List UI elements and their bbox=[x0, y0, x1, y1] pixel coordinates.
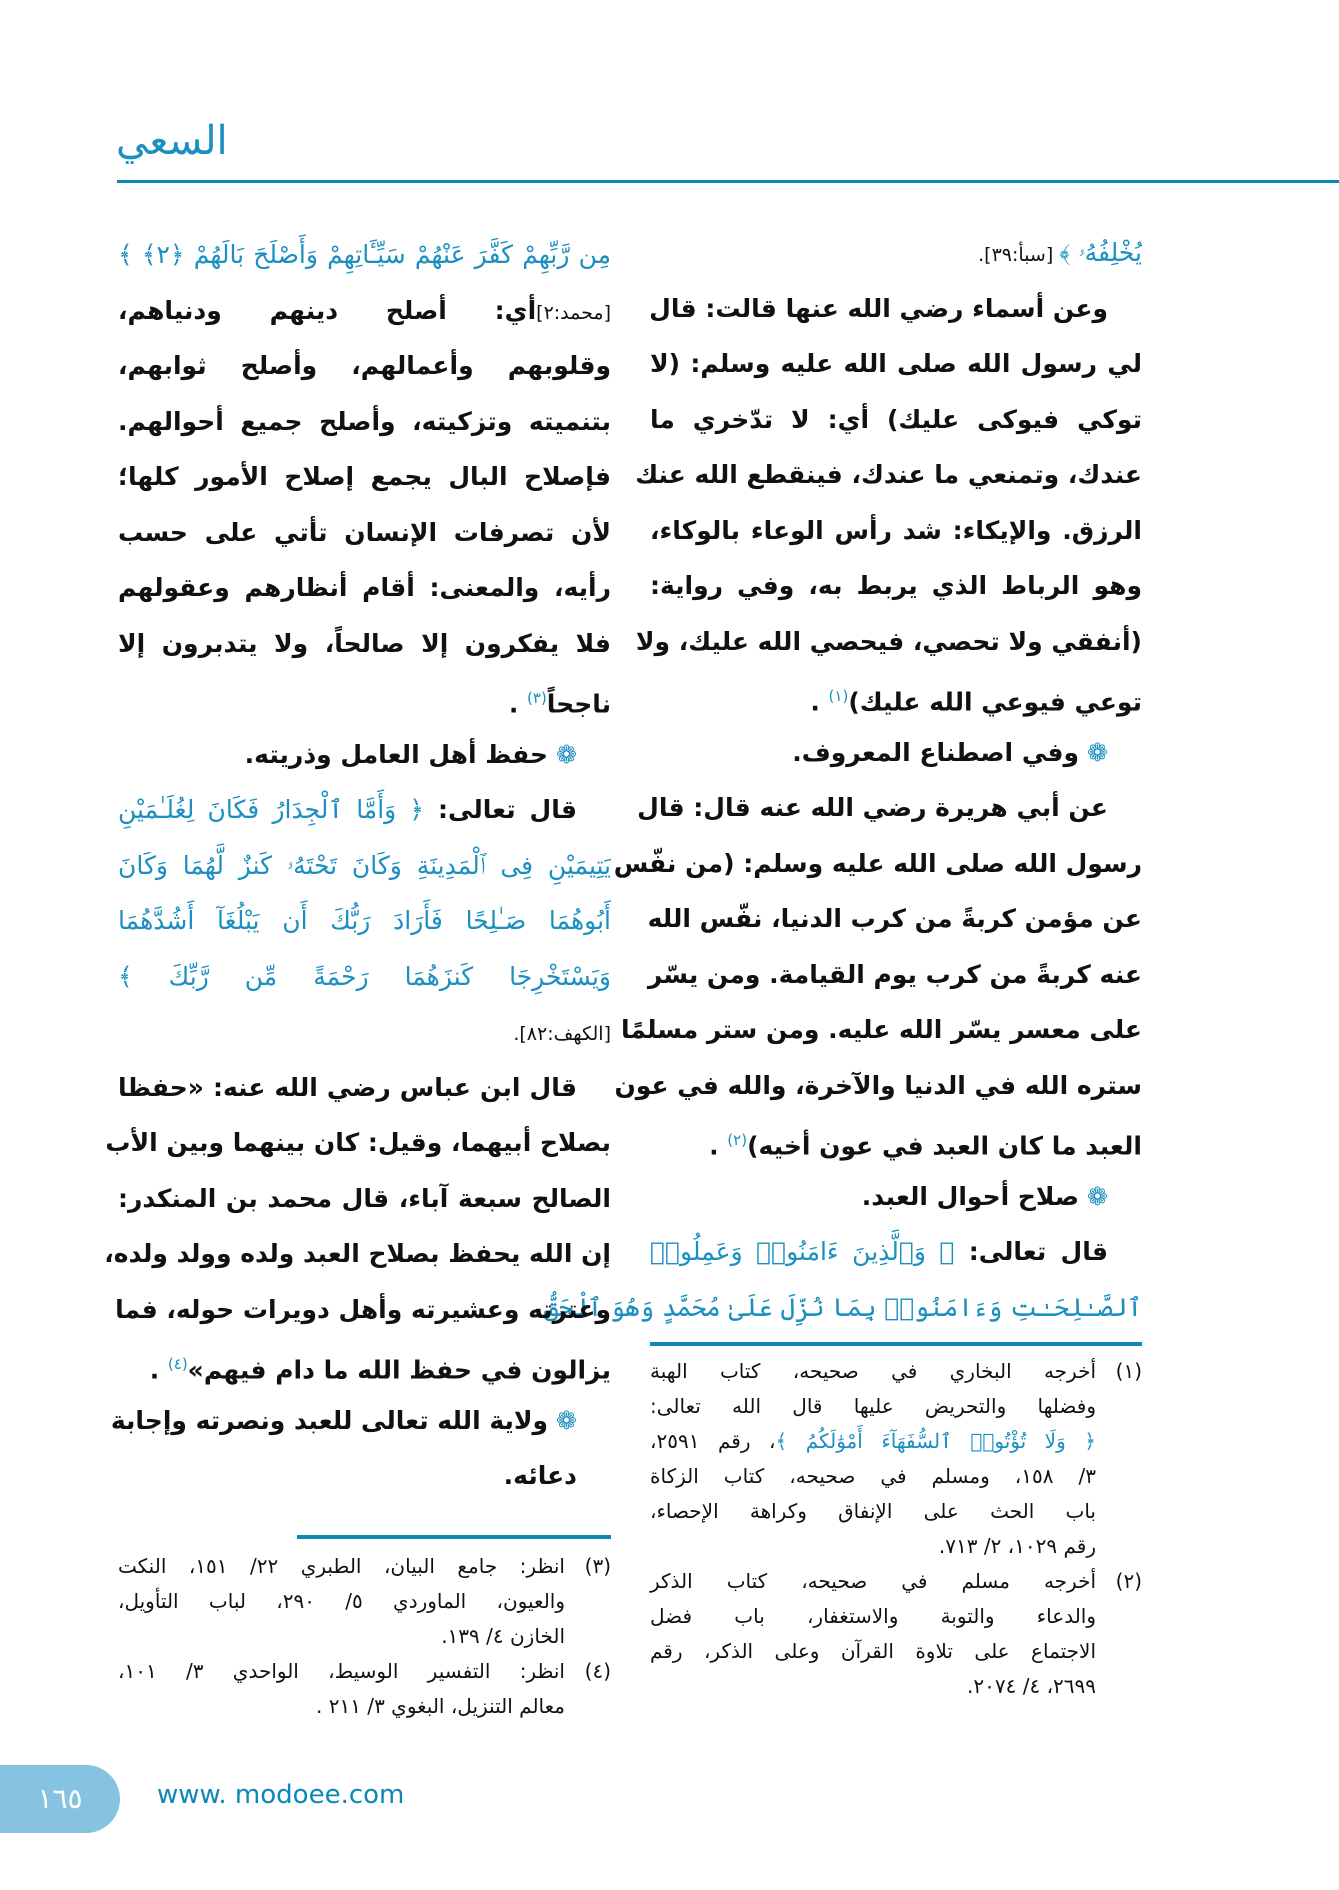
text-run: ٢٦٩٩، ٤/ ٢٠٧٤. bbox=[967, 1674, 1096, 1698]
text-line bbox=[650, 1224, 1142, 1280]
text-run: بصلاح أبيهما، وقيل: كان بينهما وبين الأب bbox=[105, 1128, 611, 1157]
text-run: حفظ أهل العامل وذريته. bbox=[244, 739, 549, 769]
text-run: إن الله يحفظ بصلاح العبد ولده وولد ولده، bbox=[104, 1239, 611, 1268]
text-line bbox=[650, 1354, 1096, 1389]
footnotes-right bbox=[650, 1354, 1142, 1704]
text-line bbox=[118, 1584, 565, 1619]
text-line bbox=[635, 614, 1142, 670]
text-run: (أنفقي ولا تحصي، فيحصي الله عليك، ولا bbox=[635, 626, 1142, 656]
quran-verse: مِن رَّبِّهِمْ كَفَّرَ عَنْهُمْ سَيِّـَٔاتِهِمْ وَأَصْلَحَ بَالَهُمْ ﴿٢﴾ ﴾ bbox=[118, 240, 611, 269]
text-line bbox=[118, 949, 611, 1005]
quran-verse: ﴿ وَٱلَّذِينَ ءَامَنُوا۟ وَعَمِلُوا۟ bbox=[650, 1237, 955, 1266]
text-run: والعيون، الماوردي ٥/ ٢٩٠، لباب التأويل، bbox=[118, 1589, 565, 1613]
footnote bbox=[118, 1654, 611, 1724]
footnote-number: (٢) bbox=[1115, 1569, 1142, 1593]
text-line bbox=[118, 1337, 611, 1393]
quran-verse: وَيَسْتَخْرِجَا كَنزَهُمَا رَحْمَةً مِّن رَّبِّكَ ﴾ bbox=[118, 961, 611, 991]
text-run: ولاية الله تعالى للعبد ونصرته وإجابة bbox=[110, 1405, 549, 1435]
text-line bbox=[650, 392, 1142, 448]
text-line bbox=[635, 447, 1142, 503]
text-line bbox=[118, 560, 611, 616]
text-line bbox=[650, 558, 1142, 614]
text-run: صلاح أحوال العبد. bbox=[861, 1181, 1080, 1211]
text-line bbox=[543, 1280, 1142, 1336]
text-line bbox=[650, 1599, 1096, 1634]
text-line bbox=[118, 227, 611, 283]
text-line bbox=[118, 1004, 611, 1060]
text-line bbox=[105, 1115, 611, 1171]
quran-verse: يَتِيمَيْنِ فِى ٱلْمَدِينَةِ وَكَانَ تَحْتَهُۥ كَنزٌ لَّهُمَا وَكَانَ bbox=[118, 850, 611, 880]
flower-bullet-icon: ❁ bbox=[1087, 1181, 1108, 1211]
text-run: وفضلها والتحريض عليها قال الله تعالى: bbox=[650, 1394, 1096, 1418]
text-line bbox=[115, 1282, 611, 1338]
text-run: العبد ما كان العبد في عون أخيه) bbox=[747, 1131, 1142, 1161]
footnote-marker[interactable]: (٤) bbox=[167, 1355, 188, 1373]
text-line bbox=[118, 1171, 611, 1227]
text-line bbox=[614, 1058, 1142, 1114]
text-line bbox=[650, 1669, 1096, 1704]
text-run: . bbox=[149, 1355, 168, 1385]
text-run: توكي فيوكى عليك) أي: لا تدّخري ما bbox=[650, 404, 1142, 434]
text-line bbox=[118, 283, 611, 339]
text-line bbox=[650, 669, 1142, 725]
footnote bbox=[118, 1549, 611, 1654]
text-line bbox=[650, 725, 1142, 781]
text-line bbox=[650, 1113, 1142, 1169]
text-run: عندك، وتمنعي ما عندك، فينقطع الله عنك bbox=[635, 460, 1142, 489]
text-run: ناجحاً bbox=[546, 689, 611, 719]
text-line bbox=[118, 1448, 611, 1504]
website-link[interactable]: www. modoee.com bbox=[157, 1780, 405, 1810]
text-line bbox=[650, 503, 1142, 559]
verse-reference: [الكهف:٨٢]. bbox=[513, 1023, 611, 1045]
footnote-number: (١) bbox=[1115, 1359, 1142, 1383]
text-run: قال ابن عباس رضي الله عنه: «حفظا bbox=[118, 1072, 577, 1102]
text-run: الرزق. والإيكاء: شد رأس الوعاء بالوكاء، bbox=[650, 515, 1142, 545]
text-line bbox=[650, 225, 1142, 281]
footnotes-left bbox=[118, 1549, 611, 1724]
footnote bbox=[650, 1354, 1142, 1564]
quran-verse: أَبُوهُمَا صَـٰلِحًا فَأَرَادَ رَبُّكَ أَن يَبْلُغَآ أَشُدَّهُمَا bbox=[118, 906, 611, 935]
text-run: . bbox=[810, 687, 829, 717]
text-line bbox=[650, 1529, 1096, 1564]
chapter-title: السعي bbox=[116, 118, 228, 164]
text-run: وفي اصطناع المعروف. bbox=[792, 737, 1080, 767]
text-run: وعن أسماء رضي الله عنها قالت: قال bbox=[649, 293, 1108, 323]
text-run: ، رقم ٢٥٩١، bbox=[650, 1429, 776, 1453]
flower-bullet-icon: ❁ bbox=[556, 1405, 577, 1435]
text-line bbox=[637, 780, 1142, 836]
text-run: يزالون في حفظ الله ما دام فيهم» bbox=[187, 1355, 611, 1385]
text-line bbox=[118, 1549, 565, 1584]
text-line bbox=[647, 947, 1142, 1003]
text-line bbox=[104, 1226, 611, 1282]
text-run: عن مؤمن كربةً من كرب الدنيا، نفّس الله bbox=[647, 904, 1142, 933]
text-line bbox=[118, 1619, 565, 1654]
text-line bbox=[650, 1494, 1096, 1529]
text-run: أي: أصلح دينهم ودنياهم، bbox=[118, 295, 537, 325]
text-run: انظر: جامع البيان، الطبري ٢٢/ ١٥١، النكت bbox=[118, 1554, 565, 1578]
text-line bbox=[650, 1564, 1096, 1599]
text-run: وهو الرباط الذي يربط به، وفي رواية: bbox=[650, 571, 1142, 600]
text-run: لي رسول الله صلى الله عليه وسلم: (لا bbox=[650, 349, 1142, 378]
quran-verse: ﴿ وَلَا تُؤْتُوا۟ ٱلسُّفَهَآءَ أَمْوَٰلَكُمُ ﴾ bbox=[775, 1429, 1096, 1453]
quran-verse: ﴿ وَأَمَّا ٱلْجِدَارُ فَكَانَ لِغُلَـٰمَيْنِ bbox=[118, 795, 425, 824]
text-run: رقم ١٠٢٩، ٢/ ٧١٣. bbox=[938, 1534, 1096, 1558]
footnote-divider-right bbox=[650, 1342, 1142, 1346]
page-number-badge: ١٦٥ bbox=[0, 1765, 120, 1833]
text-line bbox=[650, 1424, 1096, 1459]
text-run: والدعاء والتوبة والاستغفار، باب فضل bbox=[650, 1604, 1096, 1628]
text-run: رأيه، والمعنى: أقام أنظارهم وعقولهم bbox=[118, 573, 611, 602]
text-run: انظر: التفسير الوسيط، الواحدي ٣/ ١٠١، bbox=[118, 1659, 565, 1683]
text-run: دعائه. bbox=[503, 1461, 577, 1490]
text-run: قال تعالى: bbox=[424, 795, 578, 824]
text-run: أخرجه البخاري في صحيحه، كتاب الهبة bbox=[650, 1359, 1096, 1383]
text-run: باب الحث على الإنفاق وكراهة الإحصاء، bbox=[650, 1499, 1096, 1523]
text-run: . bbox=[709, 1131, 728, 1161]
text-run: وقلوبهم وأعمالهم، وأصلح ثوابهم، bbox=[118, 351, 611, 380]
footnote bbox=[650, 1564, 1142, 1704]
flower-bullet-icon: ❁ bbox=[556, 739, 577, 769]
text-line bbox=[118, 1654, 565, 1689]
text-run: توعي فيوعي الله عليك) bbox=[848, 687, 1142, 717]
text-line bbox=[118, 1060, 611, 1116]
text-run: عنه كربةً من كرب يوم القيامة. ومن يسّر bbox=[647, 959, 1142, 989]
text-run: الاجتماع على تلاوة القرآن وعلى الذكر، رقم bbox=[650, 1639, 1096, 1663]
text-line bbox=[650, 1169, 1142, 1225]
text-run: . bbox=[508, 689, 528, 719]
quran-verse: يُخْلِفُهُۥ ﴾ bbox=[1059, 238, 1142, 267]
text-run: فلا يفكرون إلا صالحاً، ولا يتدبرون إلا bbox=[118, 628, 611, 658]
footnote-number: (٤) bbox=[584, 1659, 611, 1683]
text-run: معالم التنزيل، البغوي ٣/ ٢١١ . bbox=[316, 1694, 565, 1718]
verse-reference: [سبأ:٣٩]. bbox=[978, 244, 1060, 266]
text-line bbox=[118, 838, 611, 894]
text-run: لأن تصرفات الإنسان تأتي على حسب bbox=[118, 517, 611, 547]
footnote-marker[interactable]: (٣) bbox=[527, 689, 547, 707]
header-divider bbox=[117, 180, 1339, 183]
text-line bbox=[647, 891, 1142, 947]
text-run: ستره الله في الدنيا والآخرة، والله في عون bbox=[614, 1070, 1142, 1100]
text-line bbox=[650, 1634, 1096, 1669]
text-line bbox=[118, 449, 611, 505]
text-run: الخازن ٤/ ١٣٩. bbox=[441, 1624, 565, 1648]
text-line bbox=[110, 1393, 611, 1449]
text-run: أخرجه مسلم في صحيحه، كتاب الذكر bbox=[650, 1569, 1096, 1593]
quran-verse: ٱلصَّـٰلِحَـٰتِ وَءَامَنُوا۟ بِمَا نُزِّلَ عَلَىٰ مُحَمَّدٍ وَهُوَ ٱلْحَقُّ bbox=[543, 1292, 1142, 1322]
text-line bbox=[650, 281, 1142, 337]
text-line bbox=[118, 616, 611, 672]
text-line bbox=[118, 394, 611, 450]
text-run: رسول الله صلى الله عليه وسلم: (من نفّس bbox=[613, 848, 1142, 878]
text-line bbox=[118, 1689, 565, 1724]
flower-bullet-icon: ❁ bbox=[1087, 737, 1108, 767]
footnote-divider-left bbox=[297, 1535, 611, 1539]
text-line bbox=[620, 1002, 1142, 1058]
footnote-number: (٣) bbox=[584, 1554, 611, 1578]
footnote-marker[interactable]: (٢) bbox=[727, 1131, 748, 1149]
text-line bbox=[650, 1459, 1096, 1494]
text-run: على معسر يسّر الله عليه. ومن ستر مسلمًا bbox=[620, 1015, 1142, 1044]
text-line bbox=[118, 727, 611, 783]
verse-reference: [محمد:٢] bbox=[536, 301, 611, 324]
text-run: فإصلاح البال يجمع إصلاح الأمور كلها؛ bbox=[118, 462, 611, 491]
text-line bbox=[650, 336, 1142, 392]
left-column bbox=[104, 227, 611, 1504]
text-line bbox=[613, 836, 1142, 892]
text-line bbox=[118, 893, 611, 949]
text-line bbox=[650, 1389, 1096, 1424]
text-run: ٣/ ١٥٨، ومسلم في صحيحه، كتاب الزكاة bbox=[650, 1464, 1096, 1488]
text-run: الصالح سبعة آباء، قال محمد بن المنكدر: bbox=[118, 1183, 611, 1213]
text-run: بتنميته وتزكيته، وأصلح جميع أحوالهم. bbox=[118, 406, 611, 436]
footnote-marker[interactable]: (١) bbox=[828, 687, 849, 705]
text-line bbox=[118, 671, 611, 727]
text-line bbox=[118, 505, 611, 561]
text-run: عن أبي هريرة رضي الله عنه قال: قال bbox=[637, 793, 1108, 822]
text-run: وعترته وعشيرته وأهل دويرات حوله، فما bbox=[115, 1294, 611, 1324]
text-run: قال تعالى: bbox=[954, 1237, 1108, 1266]
text-line bbox=[118, 782, 611, 838]
text-line bbox=[118, 338, 611, 394]
